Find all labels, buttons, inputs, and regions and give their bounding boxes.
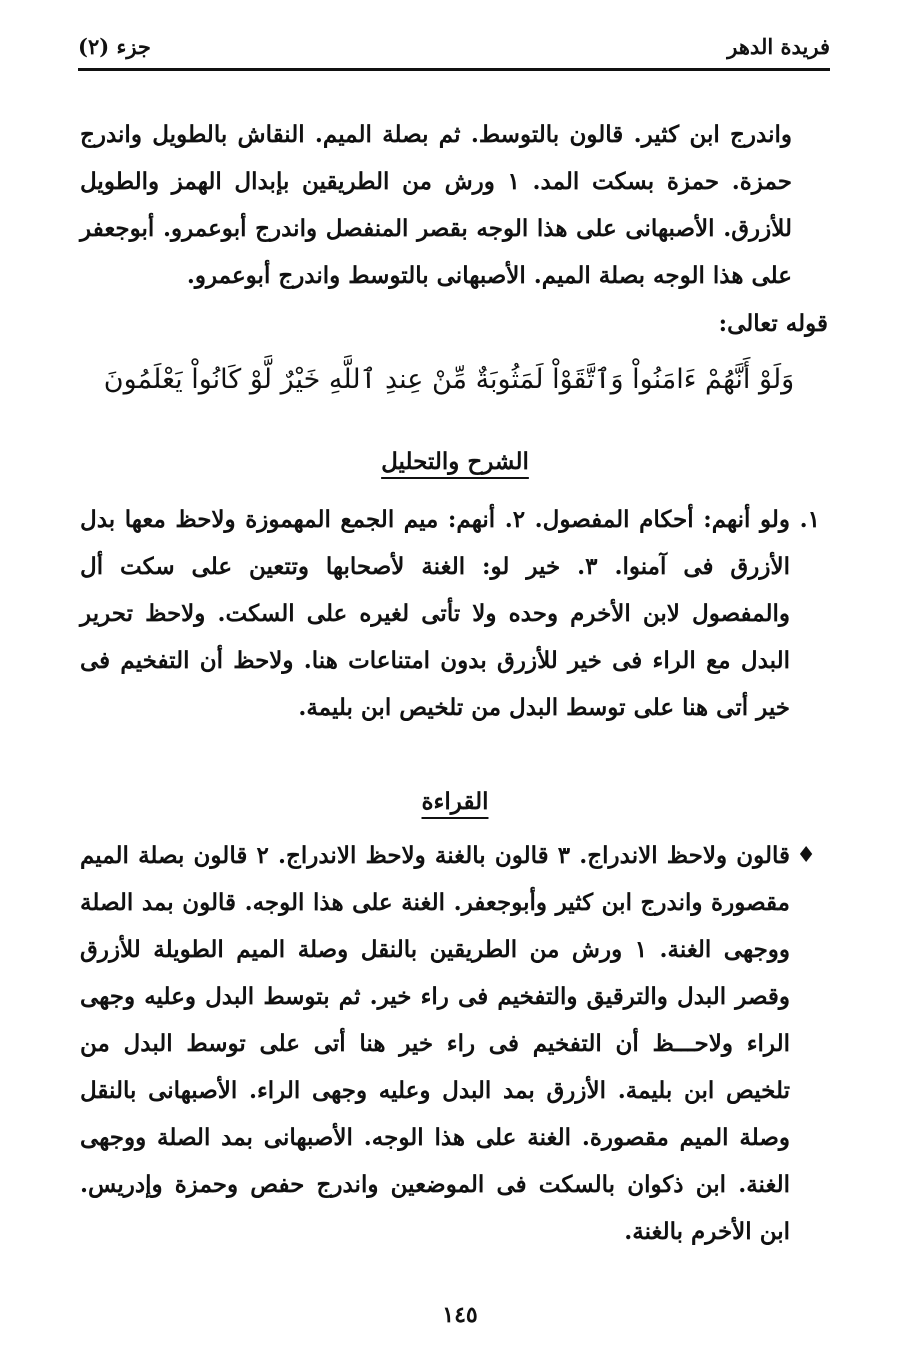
diamond-bullet-icon: ♦ bbox=[796, 842, 816, 868]
reading-list-item bbox=[80, 832, 820, 1255]
book-title: فريدة الدهر bbox=[727, 34, 830, 59]
quran-verse: وَلَوْ أَنَّهُمْ ءَامَنُواْ وَٱتَّقَوْاْ لَمَثُوبَةٌ مِّنْ عِندِ ٱللَّهِ خَيْرٌ لَّوْ كَانُواْ يَعْلَمُونَ bbox=[103, 364, 795, 395]
page-header bbox=[78, 28, 830, 71]
part-number: جزء (٢) bbox=[78, 34, 151, 59]
list-number: ١. bbox=[799, 506, 820, 533]
section-title-reading: القراءة bbox=[421, 788, 489, 815]
verse-intro: قوله تعالى: bbox=[718, 310, 828, 337]
opening-paragraph: واندرج ابن كثير. قالون بالتوسط. ثم بصلة الميم. النقاش بالطويل واندرج حمزة. حمزة بسكت المد. ١ ورش من الطريقين بإبدال الهمز والطويل للأزرق. الأصبهانى على هذا الوجه بقصر المنفصل واندرج أبوعمرو. أبوجعفر على هذا الوجه بصلة الميم. الأصبهانى بالتوسط واندرج أبوعمرو. bbox=[80, 121, 792, 289]
section-title-explanation: الشرح والتحليل bbox=[381, 448, 529, 475]
explanation-list-item bbox=[80, 496, 820, 731]
page-number: ١٤٥ bbox=[442, 1302, 478, 1328]
reading-text: قالون ولاحظ الاندراج. ٣ قالون بالغنة ولاحظ الاندراج. ٢ قالون بصلة الميم مقصورة واندرج ابن كثير وأبوجعفر. الغنة على هذا الوجه. قالون بمد الصلة ووجهى الغنة. ١ ورش من الطريقين بالنقل وصلة الميم الطويلة للأزرق وقصر البدل والترقيق والتفخيم فى راء خير. ثم بتوسط البدل وعليه وجهى الراء ولاحـــظ أن التفخيم فى راء خير هنا أتى على توسط البدل من تلخيص ابن بليمة. الأزرق بمد البدل وعليه وجهى الراء. الأصبهانى بالنقل وصلة الميم مقصورة. الغنة على هذا الوجه. الأصبهانى بمد الصلة ووجهى الغنة. ابن ذكوان بالسكت فى الموضعين واندرج حفص وحمزة وإدريس. ابن الأخرم بالغنة. bbox=[80, 842, 790, 1245]
explanation-text: ولو أنهم: أحكام المفصول. ٢. أنهم: ميم الجمع المهموزة ولاحظ معها بدل الأزرق فى آمنوا. ٣. خير لو: الغنة لأصحابها وتتعين على سكت أل والمفصول لابن الأخرم وحده ولا تأتى لغيره على السكت. ولاحظ تحرير البدل مع الراء فى خير للأزرق بدون امتناعات هنا. ولاحظ أن التفخيم فى خير أتى هنا على توسط البدل من تلخيص ابن بليمة. bbox=[80, 506, 791, 721]
